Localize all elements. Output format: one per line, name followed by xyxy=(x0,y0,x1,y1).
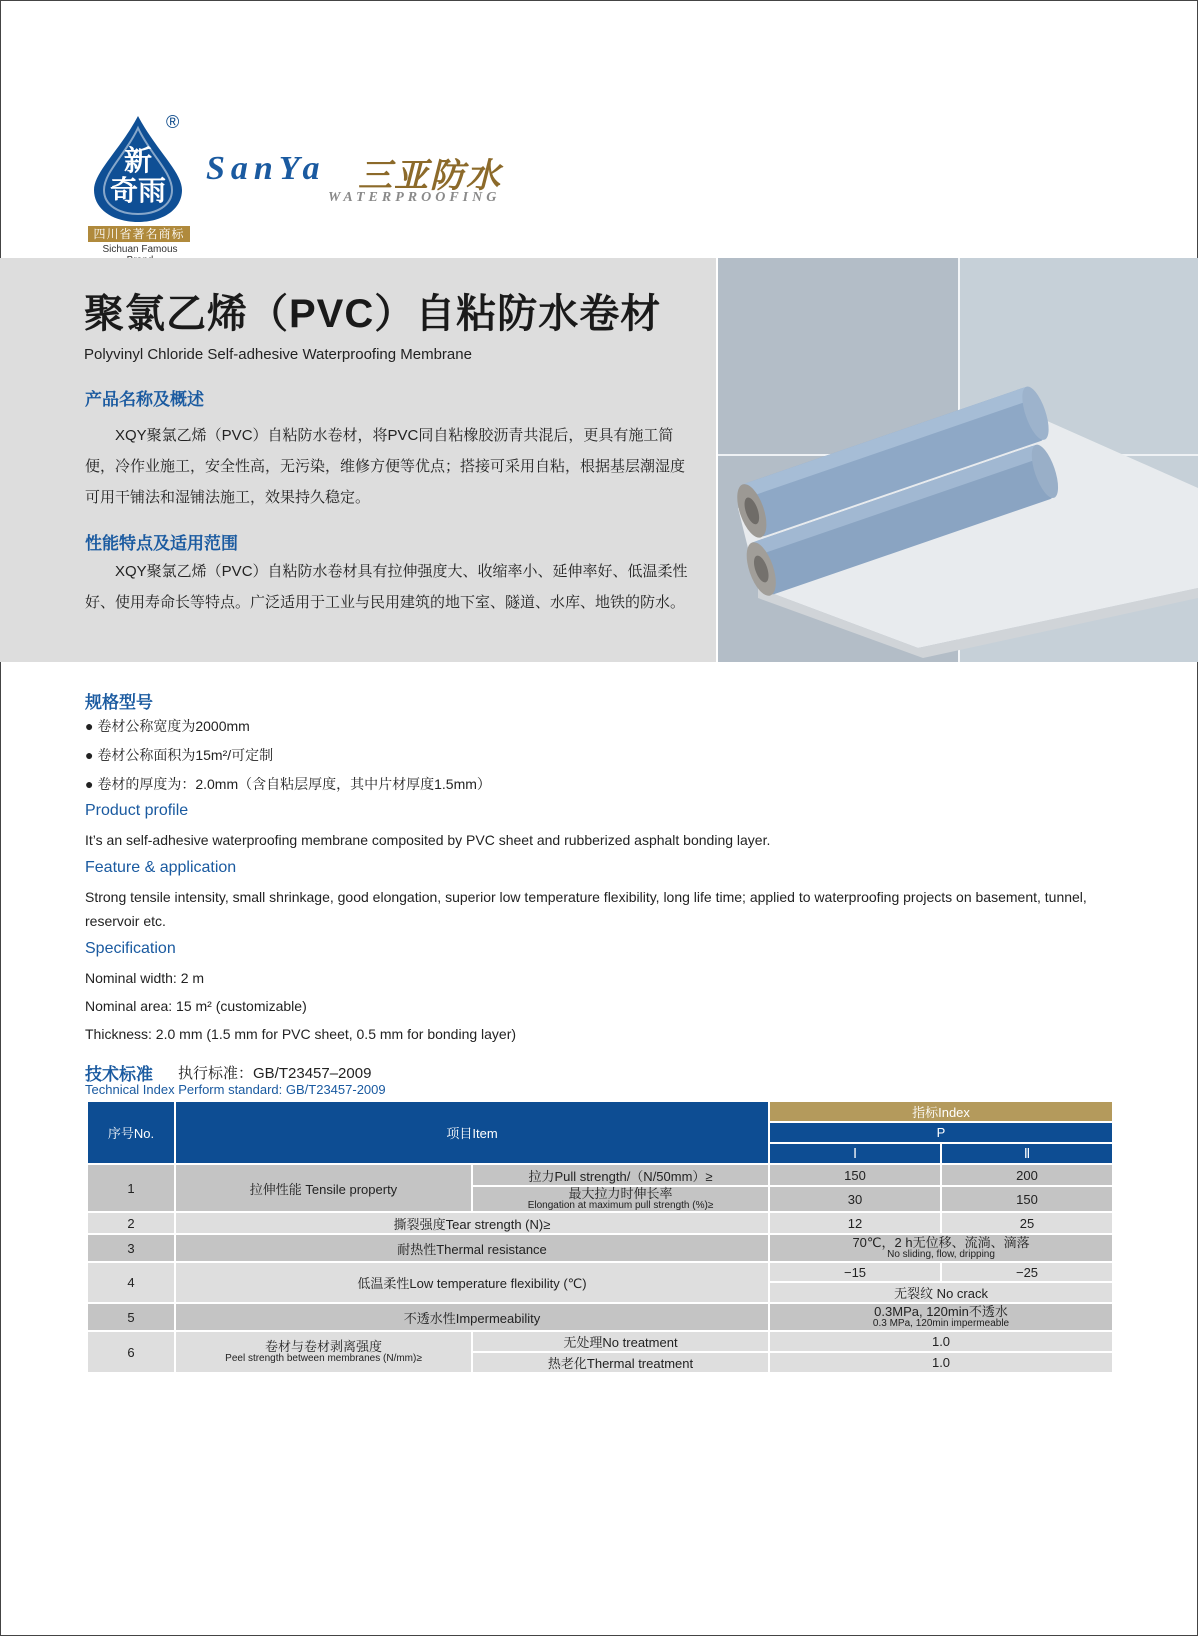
header-no: 序号No. xyxy=(87,1101,175,1164)
row1b-value-ii: 150 xyxy=(941,1186,1113,1212)
profile-heading: Product profile xyxy=(85,802,189,819)
row5-no: 5 xyxy=(87,1303,175,1331)
spec-item-area: ● 卷材公称面积为15m²/可定制 xyxy=(85,747,274,763)
row6a-value: 1.0 xyxy=(769,1331,1113,1352)
row6-item-cn: 卷材与卷材剥离强度 xyxy=(264,1339,382,1354)
row1-no: 1 xyxy=(87,1164,175,1212)
famous-brand-badge-cn: 四川省著名商标 xyxy=(88,226,190,242)
brand-name-sanya: SanYa xyxy=(206,150,326,187)
row4-value-ii: −25 xyxy=(941,1262,1113,1282)
header-index: 指标Index xyxy=(769,1101,1113,1122)
spec-line-thickness: Thickness: 2.0 mm (1.5 mm for PVC sheet, 0.5 mm for bonding layer) xyxy=(85,1026,517,1042)
row1b-value-i: 30 xyxy=(769,1186,941,1212)
row6-item xyxy=(175,1331,472,1373)
row1a-value-ii: 200 xyxy=(941,1164,1113,1186)
row6-item-en: Peel strength between membranes (N/mm)≥ xyxy=(225,1353,422,1364)
row1-item: 拉伸性能 Tensile property xyxy=(175,1164,472,1212)
feature-text-en: Strong tensile intensity, small shrinkage, good elongation, superior low temperature flexibility, long life time; applied to waterproofing projects on basement, tunnel, reservoir etc. xyxy=(85,889,1087,929)
header-p: P xyxy=(769,1122,1113,1143)
row3-value-en: No sliding, flow, dripping xyxy=(887,1249,995,1260)
logo-text-line1: 新 xyxy=(123,145,152,176)
table-row xyxy=(87,1164,1113,1186)
row2-value-i: 12 xyxy=(769,1212,941,1234)
row3-value-cn: 70℃，2 h无位移、流淌、滴落 xyxy=(852,1235,1030,1250)
table-row xyxy=(87,1262,1113,1282)
header-grade-ii: Ⅱ xyxy=(941,1143,1113,1164)
row6a-sub: 无处理No treatment xyxy=(472,1331,769,1352)
registered-mark: ® xyxy=(166,112,180,132)
technical-index-table xyxy=(86,1100,1114,1374)
features-text: XQY聚氯乙烯（PVC）自粘防水卷材具有拉伸强度大、收缩率小、延伸率好、低温柔性好、使用寿命长等特点。广泛适用于工业与民用建筑的地下室、隧道、水库、地铁的防水。 xyxy=(85,563,688,611)
table-row xyxy=(87,1331,1113,1352)
row3-item: 耐热性Thermal resistance xyxy=(175,1234,769,1262)
row4-item: 低温柔性Low temperature flexibility (℃) xyxy=(175,1262,769,1303)
profile-text: It’s an self-adhesive waterproofing membrane composited by PVC sheet and rubberized asphalt bonding layer. xyxy=(85,832,771,848)
product-photo xyxy=(718,258,1198,662)
row6b-value: 1.0 xyxy=(769,1352,1113,1373)
row1b-sub-cn: 最大拉力时伸长率 xyxy=(568,1186,673,1201)
table-row xyxy=(87,1303,1113,1331)
specs-heading-cn: 规格型号 xyxy=(85,693,153,712)
logo-text-line2: 奇雨 xyxy=(109,175,166,206)
header-grade-i: Ⅰ xyxy=(769,1143,941,1164)
spec-item-thickness: ● 卷材的厚度为：2.0mm（含自粘层厚度，其中片材厚度1.5mm） xyxy=(85,776,491,792)
row2-no: 2 xyxy=(87,1212,175,1234)
product-title-en: Polyvinyl Chloride Self-adhesive Waterproofing Membrane xyxy=(84,346,472,363)
row5-value xyxy=(769,1303,1113,1331)
row4-value: 无裂纹 No crack xyxy=(769,1282,1113,1303)
row3-no: 3 xyxy=(87,1234,175,1262)
product-title-cn: 聚氯乙烯（PVC）自粘防水卷材 xyxy=(84,292,662,336)
table-row xyxy=(87,1234,1113,1262)
brand-tagline: WATERPROOFING xyxy=(328,190,501,205)
spec-item-width: ● 卷材公称宽度为2000mm xyxy=(85,718,250,734)
famous-brand-badge-en: Sichuan Famous xyxy=(102,244,178,255)
overview-heading: 产品名称及概述 xyxy=(85,390,204,409)
row1b-sub xyxy=(472,1186,769,1212)
specification-heading: Specification xyxy=(85,940,176,957)
row5-value-cn: 0.3MPa, 120min不透水 xyxy=(874,1304,1008,1319)
row4-value-i: −15 xyxy=(769,1262,941,1282)
table-header-row xyxy=(87,1101,1113,1122)
brand-name-cn: 三亚防水 xyxy=(358,157,502,195)
row2-value-ii: 25 xyxy=(941,1212,1113,1234)
spec-line-width: Nominal width: 2 m xyxy=(85,970,205,986)
row1a-value-i: 150 xyxy=(769,1164,941,1186)
row5-item: 不透水性Impermeability xyxy=(175,1303,769,1331)
row1b-sub-en: Elongation at maximum pull strength (%)≥ xyxy=(527,1200,714,1211)
technical-heading-cn: 技术标准 xyxy=(85,1065,153,1084)
feature-heading-en: Feature & application xyxy=(85,859,237,876)
overview-text: XQY聚氯乙烯（PVC）自粘防水卷材，将PVC同自粘橡胶沥青共混后，更具有施工简便，冷作业施工，安全性高，无污染，维修方便等优点；搭接可采用自粘，根据基层潮湿度可用干铺法和湿铺法施工，效果持久稳定。 xyxy=(85,427,686,506)
spec-line-area: Nominal area: 15 m² (customizable) xyxy=(85,998,307,1014)
header-item: 项目Item xyxy=(175,1101,769,1164)
features-heading: 性能特点及适用范围 xyxy=(85,534,238,553)
table-row xyxy=(87,1212,1113,1234)
technical-heading-en: Technical Index Perform standard: GB/T23457-2009 xyxy=(85,1082,386,1097)
row4-no: 4 xyxy=(87,1262,175,1303)
row5-value-en: 0.3 MPa, 120min impermeable xyxy=(872,1318,1010,1329)
membrane-roll-illustration xyxy=(718,258,1198,662)
row3-value xyxy=(769,1234,1113,1262)
row6b-sub: 热老化Thermal treatment xyxy=(472,1352,769,1373)
row6-no: 6 xyxy=(87,1331,175,1373)
row2-item: 撕裂强度Tear strength (N)≥ xyxy=(175,1212,769,1234)
technical-standard-cn: 执行标准：GB/T23457–2009 xyxy=(178,1065,372,1082)
logo-text xyxy=(98,146,178,206)
row1a-sub: 拉力Pull strength/（N/50mm）≥ xyxy=(472,1164,769,1186)
